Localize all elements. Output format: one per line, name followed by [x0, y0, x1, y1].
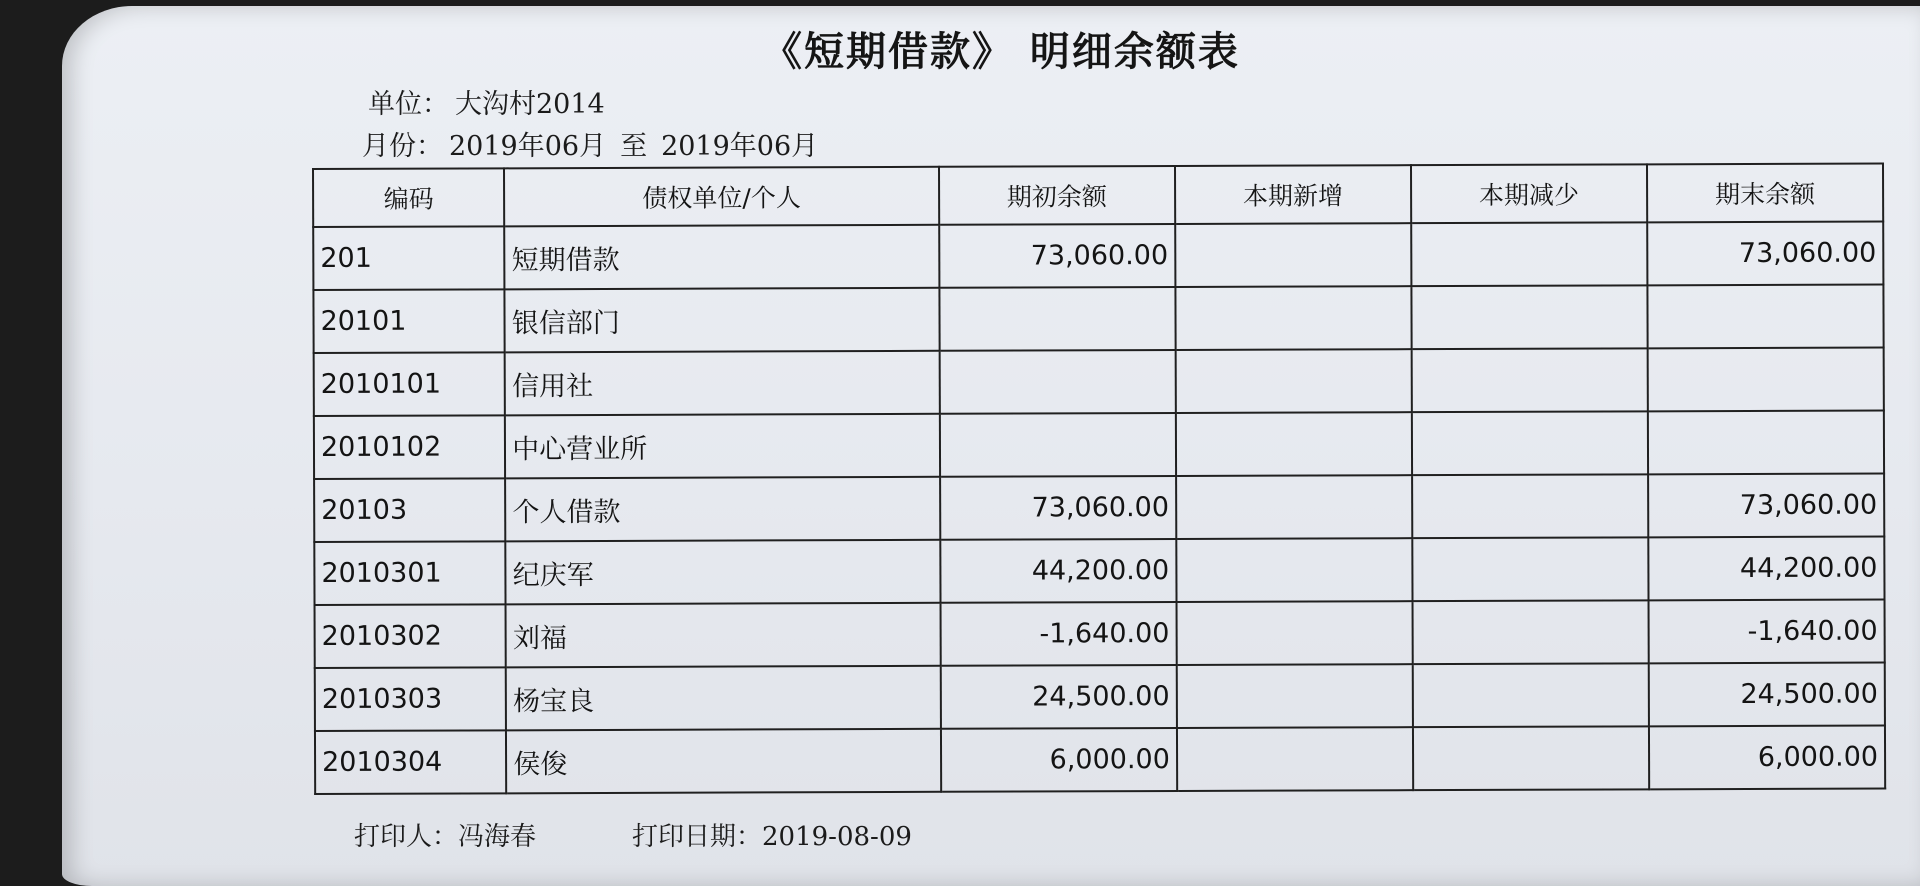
cell-period-decrease	[1412, 537, 1648, 601]
cell-creditor: 纪庆军	[506, 540, 941, 605]
cell-opening-balance: 24,500.00	[940, 665, 1176, 729]
period-label: 月份：	[362, 131, 443, 162]
cell-code: 2010304	[315, 730, 507, 794]
cell-period-decrease	[1413, 726, 1649, 790]
cell-code: 201	[313, 226, 505, 290]
cell-opening-balance: -1,640.00	[940, 602, 1176, 666]
cell-closing-balance: 73,060.00	[1648, 474, 1884, 538]
paper-sheet	[62, 6, 1920, 886]
unit-line	[368, 82, 605, 121]
cell-closing-balance	[1647, 285, 1883, 349]
cell-opening-balance	[940, 413, 1176, 477]
printer-label: 打印人：	[354, 822, 459, 852]
cell-opening-balance: 6,000.00	[941, 728, 1177, 792]
print-date-line	[632, 816, 912, 853]
header-code: 编码	[313, 168, 504, 227]
cell-period-increase	[1176, 538, 1412, 602]
cell-opening-balance: 44,200.00	[940, 539, 1176, 603]
header-opening-balance: 期初余额	[939, 166, 1175, 225]
table-body	[313, 222, 1885, 794]
cell-period-decrease	[1411, 348, 1647, 412]
cell-creditor: 杨宝良	[506, 666, 941, 731]
cell-creditor: 短期借款	[504, 225, 939, 290]
table-row	[315, 663, 1885, 731]
cell-opening-balance: 73,060.00	[940, 476, 1176, 540]
table-row	[314, 411, 1884, 479]
cell-period-increase	[1176, 412, 1412, 476]
cell-creditor: 银信部门	[505, 288, 940, 353]
cell-closing-balance: 6,000.00	[1649, 726, 1885, 790]
table-row	[314, 348, 1884, 416]
cell-opening-balance: 73,060.00	[939, 224, 1175, 288]
cell-code: 2010102	[314, 415, 506, 479]
cell-period-increase	[1175, 349, 1411, 413]
period-line	[362, 124, 818, 163]
table-header-row	[313, 164, 1883, 227]
cell-period-decrease	[1413, 663, 1649, 727]
cell-code: 20101	[313, 289, 505, 353]
cell-period-decrease	[1411, 222, 1647, 286]
cell-closing-balance: 24,500.00	[1649, 663, 1885, 727]
cell-period-increase	[1175, 223, 1411, 287]
cell-period-decrease	[1411, 285, 1647, 349]
unit-label: 单位：	[368, 89, 449, 120]
cell-creditor: 刘福	[506, 603, 941, 668]
cell-period-increase	[1176, 601, 1412, 665]
header-creditor: 债权单位/个人	[504, 167, 939, 227]
table-row	[315, 726, 1885, 794]
unit-value: 大沟村2014	[455, 89, 605, 120]
balance-table	[312, 163, 1886, 795]
header-period-decrease: 本期减少	[1411, 164, 1647, 223]
cell-closing-balance: 73,060.00	[1647, 222, 1883, 286]
cell-period-increase	[1177, 727, 1413, 791]
cell-period-increase	[1177, 664, 1413, 728]
cell-closing-balance	[1648, 411, 1884, 475]
cell-period-increase	[1175, 286, 1411, 350]
cell-creditor: 中心营业所	[505, 414, 940, 479]
cell-closing-balance: 44,200.00	[1648, 537, 1884, 601]
table-row	[314, 537, 1884, 605]
printer-line	[354, 816, 536, 853]
cell-period-increase	[1176, 475, 1412, 539]
cell-opening-balance	[939, 287, 1175, 351]
cell-period-decrease	[1412, 600, 1648, 664]
print-date-label: 打印日期：	[632, 822, 763, 852]
table-row	[313, 222, 1883, 290]
cell-closing-balance	[1648, 348, 1884, 412]
cell-creditor: 信用社	[505, 351, 940, 416]
cell-period-decrease	[1412, 411, 1648, 475]
cell-code: 2010301	[314, 541, 506, 605]
period-from: 2019年06月	[449, 131, 607, 162]
table-row	[314, 474, 1884, 542]
period-to: 2019年06月	[661, 131, 819, 162]
cell-period-decrease	[1412, 474, 1648, 538]
printer-value: 冯海春	[458, 822, 537, 852]
table-row	[313, 285, 1883, 353]
cell-code: 20103	[314, 478, 506, 542]
cell-code: 2010303	[315, 667, 507, 731]
cell-code: 2010302	[315, 604, 507, 668]
header-closing-balance: 期末余额	[1647, 164, 1883, 223]
cell-closing-balance: -1,640.00	[1648, 600, 1884, 664]
period-separator: 至	[620, 131, 648, 162]
print-date-value: 2019-08-09	[762, 822, 912, 852]
table-row	[315, 600, 1885, 668]
cell-opening-balance	[939, 350, 1175, 414]
document-title: 《短期借款》 明细余额表	[762, 28, 1240, 75]
cell-creditor: 个人借款	[505, 477, 940, 542]
cell-creditor: 侯俊	[506, 729, 941, 794]
header-period-increase: 本期新增	[1175, 165, 1411, 224]
cell-code: 2010101	[314, 352, 506, 416]
